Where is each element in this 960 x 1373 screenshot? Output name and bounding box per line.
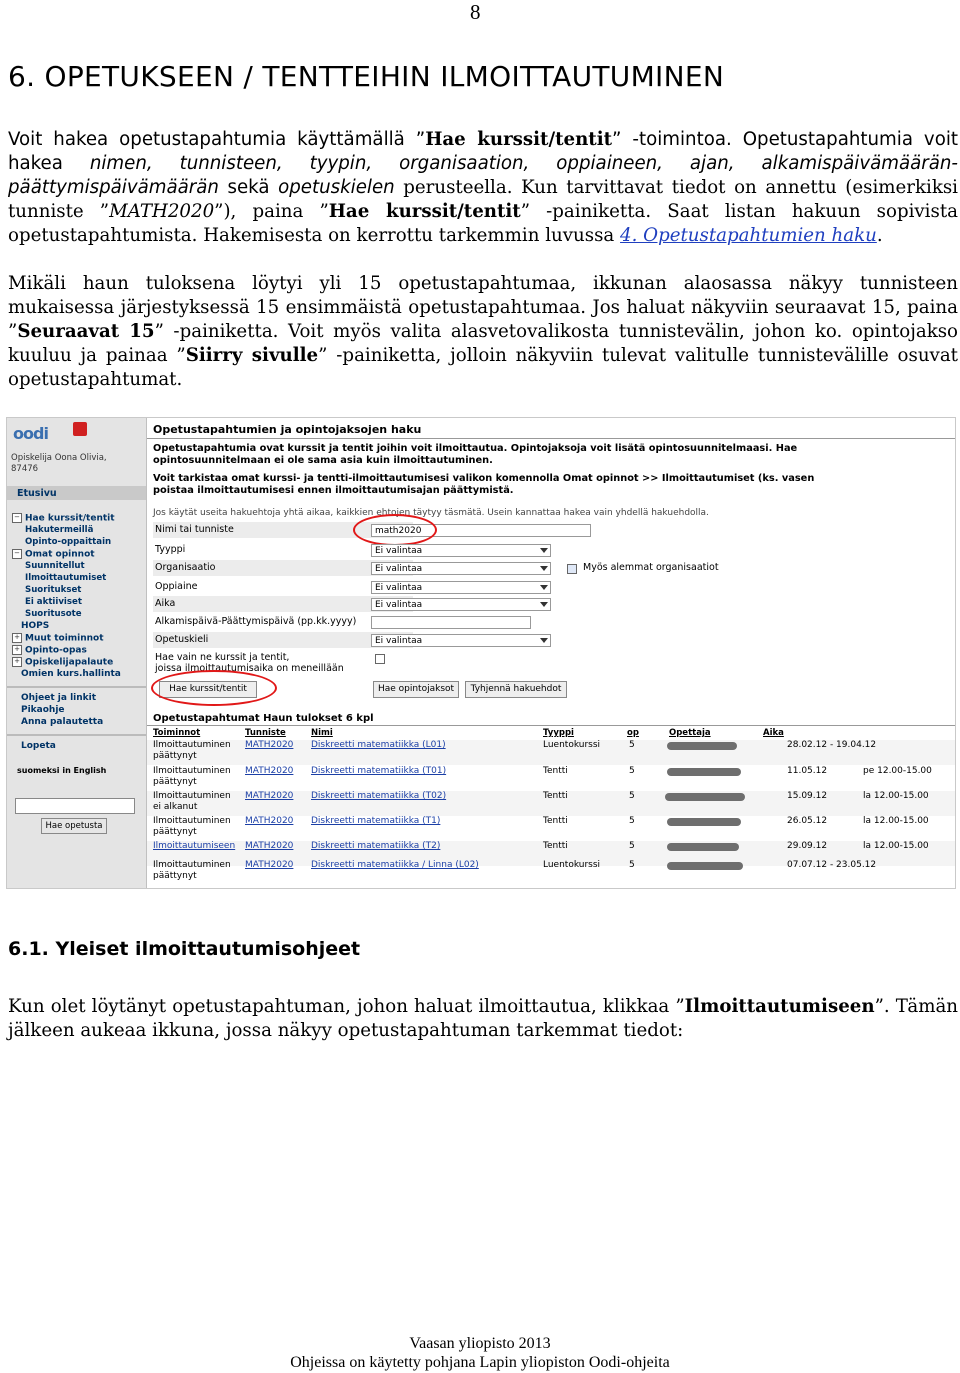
label-aika: Aika — [155, 598, 176, 609]
row-time: 07.07.12 - 23.05.12 — [787, 860, 877, 870]
table-row — [147, 816, 956, 841]
row-status: Ilmoittautuminen — [153, 860, 231, 870]
select-value: Ei valintaa — [375, 564, 423, 574]
oodi-sidebar — [7, 418, 147, 889]
title-divider — [147, 438, 956, 439]
p1-text-4: perusteella. Kun tarvittavat tiedot on annettu (esimerkiksi tunniste ” — [8, 177, 958, 222]
sidebar-search-input[interactable] — [15, 798, 135, 814]
results-title: Opetustapahtumat Haun tulokset 6 kpl — [153, 713, 374, 724]
p1-text-1: Voit hakea opetustapahtumia käyttämällä ” — [8, 129, 426, 150]
nav-omat-label: Omat opinnot — [25, 549, 95, 560]
chevron-down-icon — [540, 566, 548, 571]
row-status-2: päättynyt — [153, 827, 197, 837]
p2-bold-seuraavat: Seuraavat 15 — [17, 321, 155, 342]
highlight-ring-button — [151, 670, 277, 706]
info-line-3: Voit tarkistaa omat kurssi- ja tentti-ilmoittautumisesi valikon komennolla Omat opinnot >> Ilmoittautumiset (ks. vasen — [153, 473, 815, 484]
chapter-title: 6. OPETUKSEEN / TENTTEIHIN ILMOITTAUTUMINEN — [8, 60, 725, 93]
select-tyyppi[interactable] — [371, 544, 551, 557]
nav-hops[interactable]: HOPS — [21, 621, 50, 631]
nav-ohjeet[interactable]: Ohjeet ja linkit — [21, 693, 97, 703]
row-status: Ilmoittautuminen — [153, 766, 231, 776]
row-name[interactable]: Diskreetti matematiikka / Linna (L02) — [311, 860, 479, 870]
col-opettaja[interactable]: Opettaja — [669, 728, 711, 738]
p2-text-1: Mikäli haun tuloksena löytyi yli 15 opetustapahtumaa, ikkunan alaosassa näkyy tunnisteen mukaisessa järjestyksessä 15 ensimmäistä opetustapahtumaa. Jos haluat näkyviin seuraavat 15, paina ” — [8, 273, 958, 342]
instructions-paragraph — [8, 995, 958, 1043]
nav-lopeta[interactable]: Lopeta — [21, 741, 56, 751]
oodi-logo: oodi — [13, 424, 48, 443]
nav-hakutermeilla[interactable]: Hakutermeillä — [25, 525, 94, 535]
label-nimi: Nimi tai tunniste — [155, 524, 234, 535]
row-code[interactable]: MATH2020 — [245, 841, 294, 851]
row-op: 5 — [629, 860, 635, 870]
select-oppiaine[interactable] — [371, 581, 551, 594]
p1-text-3: sekä — [218, 177, 279, 198]
myos-alemmat-checkbox[interactable] — [567, 564, 577, 574]
row-time: 29.09.12 — [787, 841, 828, 851]
row-status-2: päättynyt — [153, 751, 197, 761]
oodi-main — [147, 418, 956, 889]
p1-text-2: ” -toimintoa. Opetustapahtumia voit hakea — [8, 129, 959, 174]
nav-anna-palautetta[interactable]: Anna palautetta — [21, 717, 104, 727]
col-nimi[interactable]: Nimi — [311, 728, 333, 738]
row-name[interactable]: Diskreetti matematiikka (T02) — [311, 791, 447, 801]
oodi-screenshot — [6, 417, 956, 889]
p1-text-5: ”), paina ” — [214, 201, 329, 222]
nav-ilmoittautumiset[interactable]: Ilmoittautumiset — [25, 573, 107, 583]
nav-ei-aktiiviset[interactable]: Ei aktiiviset — [25, 597, 82, 607]
footer-line-1: Vaasan yliopisto 2013 — [409, 1335, 551, 1352]
highlight-ring-search — [353, 514, 437, 546]
p2-text-3: ” -painiketta, jolloin näkyviin tulevat valitulle tunnistevälille osuvat opetustapahtumat. — [8, 345, 958, 390]
p1-text-7: . — [876, 225, 883, 246]
row-code[interactable]: MATH2020 — [245, 766, 294, 776]
label-joissa: joissa ilmoittautumisaika on meneillään — [155, 663, 344, 674]
label-organisaatio: Organisaatio — [155, 562, 216, 573]
blurred-teacher — [665, 793, 745, 801]
tyhjenna-button[interactable]: Tyhjennä hakuehdot — [465, 681, 567, 698]
table-row — [147, 791, 956, 816]
nav-opinto-oppaittain[interactable]: Opinto-oppaittain — [25, 537, 112, 547]
table-row — [147, 766, 956, 791]
hae-vain-checkbox[interactable] — [375, 654, 385, 664]
nav-omat-opinnot[interactable] — [12, 549, 95, 560]
col-aika[interactable]: Aika — [763, 728, 784, 738]
myos-alemmat-label: Myös alemmat organisaatiot — [583, 562, 719, 573]
row-op: 5 — [629, 841, 635, 851]
info-line-2: opintosuunnitelmaan ei ole sama asia kuin ilmoittautuminen. — [153, 455, 493, 466]
nav-etusivu[interactable]: Etusivu — [17, 488, 57, 499]
user-id: 87476 — [11, 464, 39, 474]
col-toiminnot[interactable]: Toiminnot — [153, 728, 201, 738]
footer-line-2: Ohjeissa on käytetty pohjana Lapin yliopiston Oodi-ohjeita — [290, 1354, 670, 1371]
row-type: Luentokurssi — [543, 860, 601, 870]
row-type: Tentti — [543, 816, 568, 826]
chevron-down-icon — [540, 638, 548, 643]
col-tyyppi[interactable]: Tyyppi — [543, 728, 574, 738]
nav-hae-label: Hae kurssit/tentit — [25, 513, 115, 524]
row-status-2: päättynyt — [153, 871, 197, 881]
row-time-2: la 12.00-15.00 — [863, 841, 929, 851]
intro-paragraph — [8, 128, 958, 248]
hae-kurssit-button[interactable]: Hae kurssit/tentit — [159, 681, 257, 698]
plus-icon: + — [12, 657, 22, 667]
row-status: Ilmoittautuminen — [153, 816, 231, 826]
select-organisaatio[interactable] — [371, 562, 551, 575]
row-type: Luentokurssi — [543, 740, 601, 750]
hae-opintojaksot-button[interactable]: Hae opintojaksot — [373, 681, 459, 698]
nav-suoritukset[interactable]: Suoritukset — [25, 585, 82, 595]
chevron-down-icon — [540, 602, 548, 607]
row-type: Tentti — [543, 791, 568, 801]
p1-bold-hae: Hae kurssit/tentit — [425, 129, 613, 150]
row-name[interactable]: Diskreetti matematiikka (T2) — [311, 841, 441, 851]
select-value: Ei valintaa — [375, 636, 423, 646]
blurred-teacher — [667, 862, 743, 870]
nav-muut-toiminnot[interactable] — [12, 633, 104, 644]
chevron-down-icon — [540, 548, 548, 553]
search-page-title: Opetustapahtumien ja opintojaksojen haku — [153, 423, 422, 436]
row-op: 5 — [629, 791, 635, 801]
select-value: Ei valintaa — [375, 546, 423, 556]
minus-icon: − — [12, 549, 22, 559]
nav-suunnitellut[interactable]: Suunnitellut — [25, 561, 85, 571]
row-time: 11.05.12 — [787, 766, 828, 776]
search-input-value: math2020 — [375, 526, 422, 536]
nav-suoritusote[interactable]: Suoritusote — [25, 609, 82, 619]
p3-text-1: Kun olet löytänyt opetustapahtuman, johon haluat ilmoittautua, klikkaa ” — [8, 996, 685, 1017]
select-aika[interactable] — [371, 598, 551, 611]
p1-opetuskielen: opetuskielen — [278, 177, 395, 198]
row-type: Tentti — [543, 766, 568, 776]
row-code[interactable]: MATH2020 — [245, 860, 294, 870]
row-time-2: la 12.00-15.00 — [863, 791, 929, 801]
table-row — [147, 740, 956, 765]
plus-icon: + — [12, 645, 22, 655]
p1-math2020: MATH2020 — [109, 201, 215, 222]
row-code[interactable]: MATH2020 — [245, 816, 294, 826]
row-code[interactable]: MATH2020 — [245, 791, 294, 801]
date-range-input[interactable] — [371, 616, 531, 629]
nav-palaute-label: Opiskelijapalaute — [25, 657, 114, 668]
nav-opiskelijapalaute[interactable] — [12, 657, 113, 668]
nav-hae-kurssit[interactable] — [12, 513, 115, 524]
row-time: 15.09.12 — [787, 791, 828, 801]
p2-text-2: ” -painiketta. Voit myös valita alasvetovalikosta tunnistevälin, johon ko. opintojakso kuuluu ja painaa ” — [8, 321, 959, 366]
p1-text-6: ” -painiketta. Saat listan hakuun sopivista opetustapahtumista. Hakemisesta on kerrottu tarkemmin luvussa — [8, 201, 958, 246]
row-code[interactable]: MATH2020 — [245, 740, 294, 750]
p2-bold-siirry: Siirry sivulle — [185, 345, 319, 366]
label-tyyppi: Tyyppi — [155, 544, 186, 555]
row-op: 5 — [629, 816, 635, 826]
blurred-teacher — [667, 818, 741, 826]
label-opetuskieli: Opetuskieli — [155, 634, 209, 645]
row-name[interactable]: Diskreetti matematiikka (T01) — [311, 766, 447, 776]
select-opetuskieli[interactable] — [371, 634, 551, 647]
minus-icon: − — [12, 513, 22, 523]
blurred-teacher — [667, 768, 741, 776]
p1-criteria: nimen, tunnisteen, tyypin, organisaation, oppiaineen, ajan, alkamispäivämäärän-päättymispäivämäärän — [8, 153, 958, 198]
row-op: 5 — [629, 740, 635, 750]
row-time-2: pe 12.00-15.00 — [863, 766, 932, 776]
row-type: Tentti — [543, 841, 568, 851]
p3-text-2: ”. Tämän jälkeen aukeaa ikkuna, jossa näkyy opetustapahtuman tarkemmat tiedot: — [8, 996, 958, 1041]
chapter-4-link[interactable]: 4. Opetustapahtumien haku — [620, 225, 877, 246]
nav-opinto-opas-label: Opinto-opas — [25, 645, 87, 656]
sidebar-divider — [7, 734, 146, 736]
row-status-2: päättynyt — [153, 777, 197, 787]
p1-bold-hae-2: Hae kurssit/tentit — [328, 201, 521, 222]
info-line-5: Jos käytät useita hakuehtoja yhtä aikaa, kaikkien ehtojen täytyy täsmätä. Usein kannattaa hakea vain yhdellä hakuehdolla. — [153, 508, 709, 518]
sidebar-search-button[interactable]: Hae opetusta — [41, 818, 107, 834]
col-op[interactable]: op — [627, 728, 639, 738]
blurred-teacher — [667, 742, 737, 750]
nav-pikaohje[interactable]: Pikaohje — [21, 705, 65, 715]
info-line-1: Opetustapahtumia ovat kurssit ja tentit joihin voit ilmoittautua. Opintojaksoja voit lisätä opintosuunnitelmaasi. Hae — [153, 443, 798, 454]
select-value: Ei valintaa — [375, 600, 423, 610]
page-number: 8 — [470, 0, 481, 24]
logo-mark-icon — [73, 422, 87, 436]
info-line-4: poistaa ilmoittautumisesi ennen ilmoittautumisajan päättymistä. — [153, 485, 514, 496]
row-name[interactable]: Diskreetti matematiikka (T1) — [311, 816, 441, 826]
row-status: Ilmoittautuminen — [153, 791, 231, 801]
sidebar-divider — [7, 686, 146, 688]
p3-bold-ilmoittautumiseen: Ilmoittautumiseen — [684, 996, 875, 1017]
results-paragraph — [8, 272, 958, 392]
results-divider — [147, 725, 956, 726]
nav-muut-label: Muut toiminnot — [25, 633, 104, 644]
row-status: Ilmoittautuminen — [153, 740, 231, 750]
nav-omien-kurs[interactable]: Omien kurs.hallinta — [21, 669, 121, 679]
row-name[interactable]: Diskreetti matematiikka (L01) — [311, 740, 446, 750]
col-tunniste[interactable]: Tunniste — [245, 728, 286, 738]
row-status-2: ei alkanut — [153, 802, 198, 812]
blurred-teacher — [667, 843, 739, 851]
label-hae-vain: Hae vain ne kurssit ja tentit, — [155, 652, 290, 663]
label-alkamis: Alkamispäivä-Päättymispäivä (pp.kk.yyyy) — [155, 616, 357, 627]
ilmoittautumiseen-link[interactable]: Ilmoittautumiseen — [153, 841, 236, 851]
nav-opinto-opas[interactable] — [12, 645, 87, 656]
row-time-2: la 12.00-15.00 — [863, 816, 929, 826]
table-row — [147, 860, 956, 885]
chevron-down-icon — [540, 585, 548, 590]
select-value: Ei valintaa — [375, 583, 423, 593]
plus-icon: + — [12, 633, 22, 643]
row-time: 26.05.12 — [787, 816, 828, 826]
label-oppiaine: Oppiaine — [155, 581, 198, 592]
row-op: 5 — [629, 766, 635, 776]
row-time: 28.02.12 - 19.04.12 — [787, 740, 877, 750]
section-heading: 6.1. Yleiset ilmoittautumisohjeet — [8, 938, 361, 960]
language-switch[interactable]: suomeksi in English — [17, 766, 107, 775]
user-name: Opiskelija Oona Olivia, — [11, 453, 107, 463]
